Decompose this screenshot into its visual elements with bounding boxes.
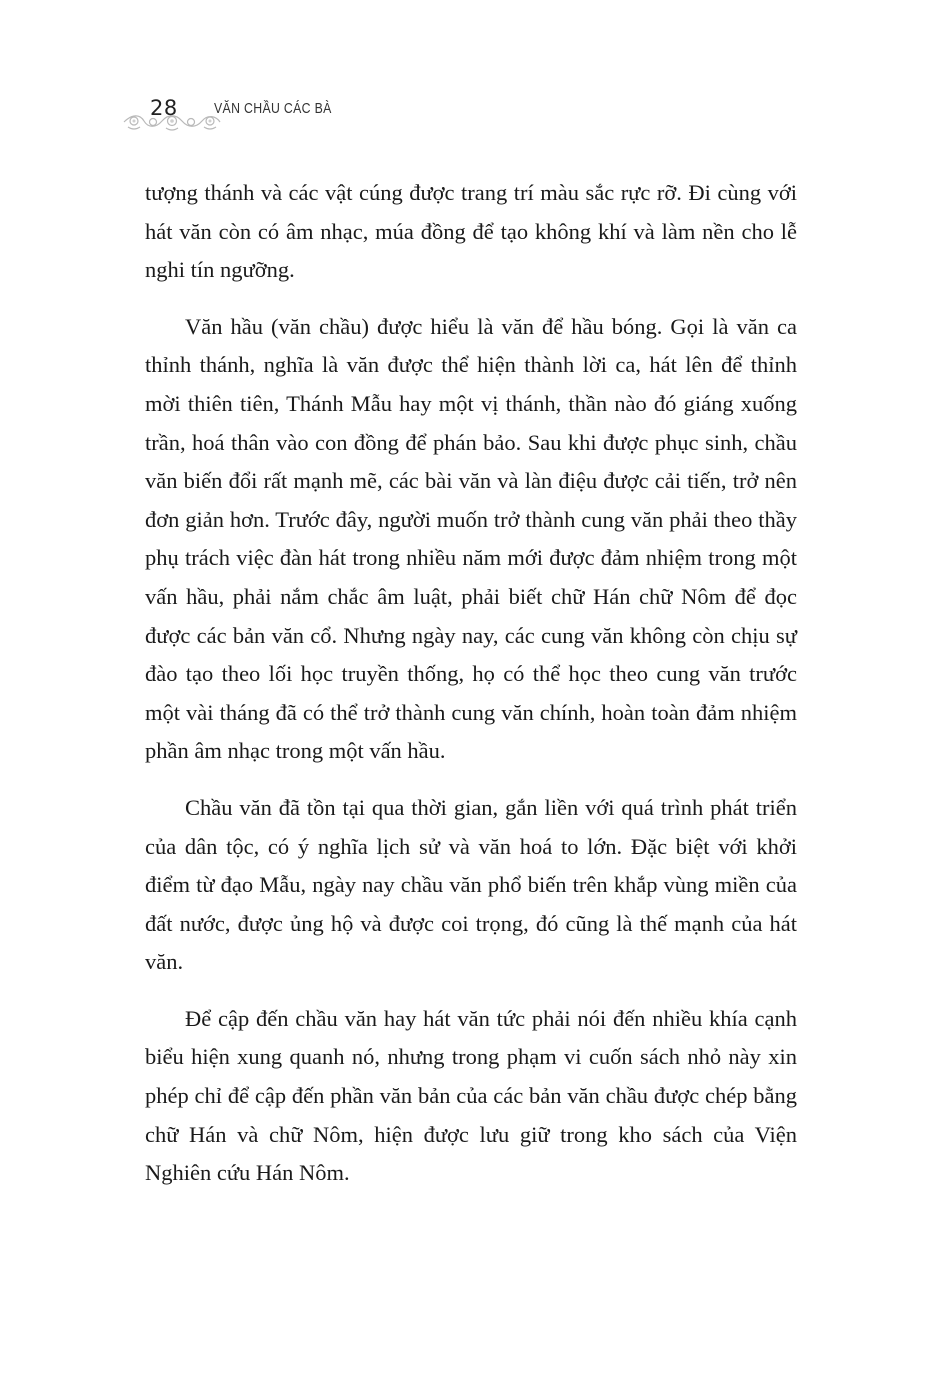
paragraph: Chầu văn đã tồn tại qua thời gian, gắn liền với quá trình phát triển của dân tộc, có ý nghĩa lịch sử và văn hoá to lớn. Đặc biệt với khởi điểm từ đạo Mẫu, ngày nay chầu văn phổ biến trên khắp vùng miền của đất nước, được ủng hộ và được coi trọng, đó cũng là thế mạnh của hát văn. bbox=[145, 794, 797, 975]
body-text bbox=[145, 174, 797, 1193]
page-number: 28 bbox=[150, 96, 178, 120]
paragraph: Để cập đến chầu văn hay hát văn tức phải nói đến nhiều khía cạnh biểu hiện xung quanh nó, nhưng trong phạm vi cuốn sách nhỏ này xin phép chỉ để cập đến phần văn bản của các bản văn chầu được chép bằng chữ Hán và chữ Nôm, hiện được lưu giữ trong kho sách của Viện Nghiên cứu Hán Nôm. bbox=[145, 1005, 797, 1186]
page-header bbox=[122, 96, 382, 136]
paragraph: Văn hầu (văn chầu) được hiểu là văn để hầu bóng. Gọi là văn ca thỉnh thánh, nghĩa là văn được thể hiện thành lời ca, hát lên để thỉnh mời thiên tiên, Thánh Mẫu hay một vị thánh, thần nào đó giáng xuống trần, hoá thân vào con đồng để phán bảo. Sau khi được phục sinh, chầu văn biến đổi rất mạnh mẽ, các bài văn và làn điệu được cải tiến, trở nên đơn giản hơn. Trước đây, người muốn trở thành cung văn phải theo thầy phụ trách việc đàn hát trong nhiều năm mới được đảm nhiệm trong một vấn hầu, phải nắm chắc âm luật, phải biết chữ Hán chữ Nôm để đọc được các bản văn cổ. Nhưng ngày nay, các cung văn không còn chịu sự đào tạo theo lối học truyền thống, họ có thể học theo cung văn trước một vài tháng đã có thể trở thành cung văn chính, hoàn toàn đảm nhiệm phần âm nhạc trong một vấn hầu. bbox=[145, 313, 797, 764]
paragraph: tượng thánh và các vật cúng được trang trí màu sắc rực rỡ. Đi cùng với hát văn còn có âm nhạc, múa đồng để tạo không khí và làm nền cho lễ nghi tín ngưỡng. bbox=[145, 180, 797, 283]
running-title: VĂN CHẦU CÁC BÀ bbox=[214, 100, 332, 117]
